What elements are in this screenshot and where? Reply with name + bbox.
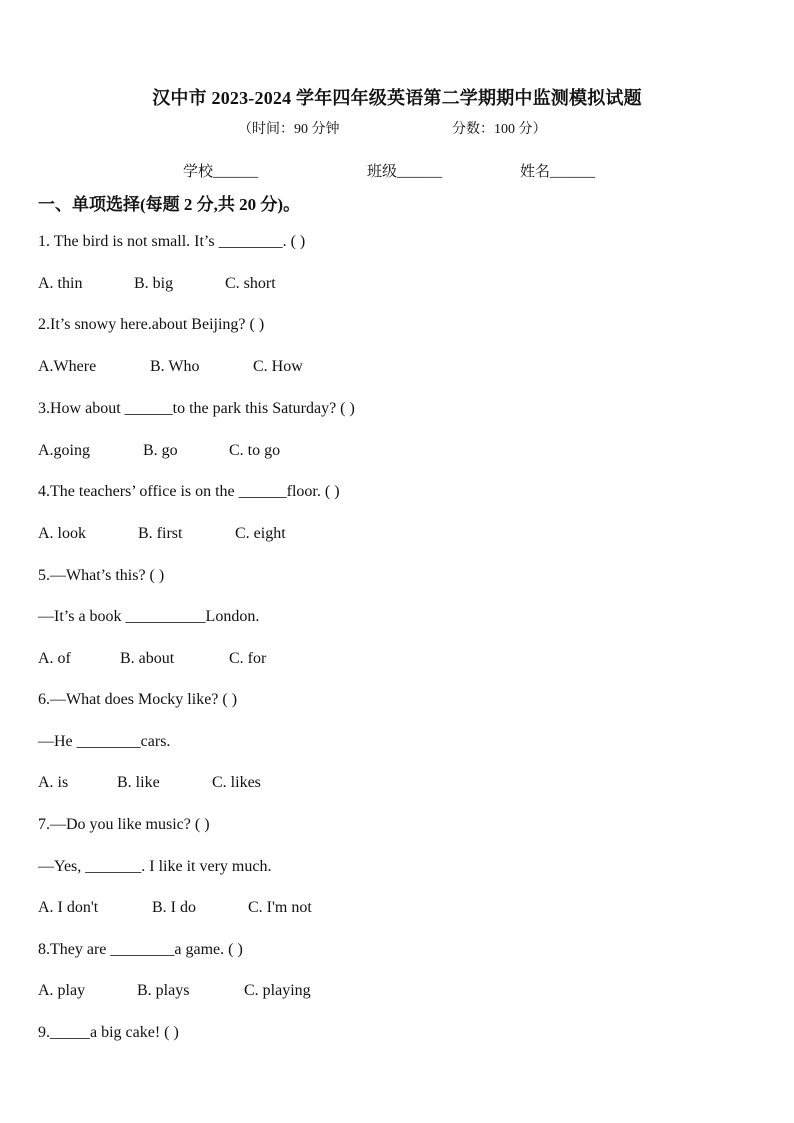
option-c: C. playing <box>244 982 311 999</box>
question-4-options <box>38 525 738 547</box>
option-b: B. go <box>143 442 178 459</box>
option-c: C. How <box>253 358 303 375</box>
exam-score: 分数：100 分） <box>452 122 547 137</box>
page-title: 汉中市 2023-2024 学年四年级英语第二学期期中监测模拟试题 <box>152 88 642 108</box>
question-3-options <box>38 442 738 464</box>
question-4-stem: 4.The teachers’ office is on the ______floor. ( ) <box>38 483 340 500</box>
question-8-stem: 8.They are ________a game. ( ) <box>38 941 243 958</box>
option-a: A. I don't <box>38 899 99 916</box>
question-7-options <box>38 899 738 921</box>
option-c: C. I'm not <box>248 899 312 916</box>
question-1-options <box>38 275 738 297</box>
name-field: 姓名______ <box>520 164 596 180</box>
question-5-stem: 5.—What’s this? ( ) <box>38 567 165 584</box>
option-b: B. like <box>117 774 160 791</box>
option-b: B. about <box>120 650 175 667</box>
option-a: A.Where <box>38 358 97 375</box>
option-a: A. thin <box>38 275 83 292</box>
question-7-stem: 7.—Do you like music? ( ) <box>38 816 210 833</box>
option-a: A. of <box>38 650 71 667</box>
school-field: 学校______ <box>183 164 259 180</box>
question-9-stem: 9._____a big cake! ( ) <box>38 1024 179 1041</box>
question-5-answer-line: —It’s a book __________London. <box>38 608 260 625</box>
option-c: C. short <box>225 275 276 292</box>
question-2-options <box>38 358 738 380</box>
option-c: C. to go <box>229 442 281 459</box>
option-c: C. eight <box>235 525 286 542</box>
option-b: B. Who <box>150 358 200 375</box>
question-2-stem: 2.It’s snowy here.about Beijing? ( ) <box>38 316 265 333</box>
option-b: B. I do <box>152 899 196 916</box>
class-field: 班级______ <box>367 164 443 180</box>
option-a: A. play <box>38 982 86 999</box>
section-heading: 一、单项选择(每题 2 分,共 20 分)。 <box>38 195 301 214</box>
question-7-answer-line: —Yes, _______. I like it very much. <box>38 858 272 875</box>
question-1-stem: 1. The bird is not small. It’s ________. ( ) <box>38 233 306 250</box>
question-3-stem: 3.How about ______to the park this Saturday? ( ) <box>38 400 355 417</box>
option-b: B. plays <box>137 982 190 999</box>
exam-time: （时间：90 分钟 <box>238 122 340 137</box>
option-b: B. first <box>138 525 183 542</box>
question-5-options <box>38 650 738 672</box>
question-6-stem: 6.—What does Mocky like? ( ) <box>38 691 238 708</box>
option-b: B. big <box>134 275 174 292</box>
question-6-answer-line: —He ________cars. <box>38 733 171 750</box>
question-6-options <box>38 774 738 796</box>
option-c: C. for <box>229 650 267 667</box>
question-8-options <box>38 982 738 1004</box>
option-a: A.going <box>38 442 90 459</box>
option-c: C. likes <box>212 774 261 791</box>
option-a: A. look <box>38 525 86 542</box>
option-a: A. is <box>38 774 69 791</box>
